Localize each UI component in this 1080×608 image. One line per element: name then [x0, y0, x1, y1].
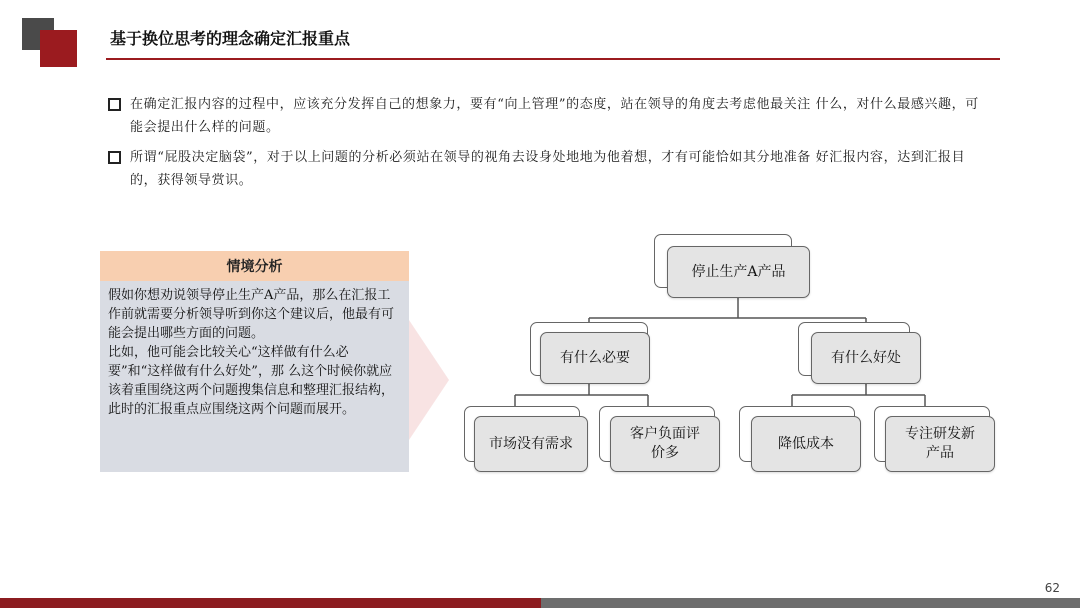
scenario-heading: 情境分析	[100, 251, 409, 281]
bullet-text-2: 所谓“屁股决定脑袋”，对于以上问题的分析必须站在领导的视角去设身处地地为他着想，才有可能恰如其分地准备 好汇报内容，达到汇报目的，获得领导赏识。	[130, 150, 966, 188]
leaf-4-node: 专注研发新产品	[885, 416, 995, 472]
scenario-paragraph-2: 比如，他可能会比较关心“这样做有什么必要”和“这样做有什么好处”，那 么这个时候你就应该着重围绕这两个问题搜集信息和整理汇报结构，此时的汇报重点应围绕这两个问题而展开。	[108, 345, 395, 417]
branch-left-node: 有什么必要	[540, 332, 650, 384]
scenario-paragraph-1: 假如你想劝说领导停止生产A产品，那么在汇报工作前就需要分析领导听到你这个建议后，他最有可能会提出哪些方面的问题。	[108, 288, 395, 341]
leaf-3-node: 降低成本	[751, 416, 861, 472]
root-node: 停止生产A产品	[667, 246, 810, 298]
footer-bar-grey	[541, 598, 1080, 608]
page-number: 62	[1044, 581, 1060, 595]
branch-right-node: 有什么好处	[811, 332, 921, 384]
page-title: 基于换位思考的理念确定汇报重点	[110, 29, 351, 48]
leaf-1-node: 市场没有需求	[474, 416, 588, 472]
bullet-text-1: 在确定汇报内容的过程中，应该充分发挥自己的想象力，要有“向上管理”的态度，站在领导的角度去考虑他最关注 什么，对什么最感兴趣，可能会提出什么样的问题。	[130, 97, 979, 135]
leaf-2-node: 客户负面评价多	[610, 416, 720, 472]
footer-bar-red	[0, 598, 541, 608]
